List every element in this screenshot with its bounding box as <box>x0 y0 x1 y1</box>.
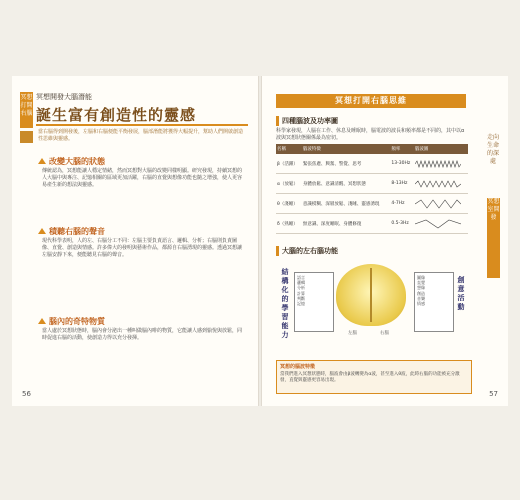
side-tab: 冥想室開發 <box>487 198 500 278</box>
right-brain-caption: 右腦 <box>380 331 389 336</box>
wave-name: θ（淺睡） <box>276 194 302 214</box>
title-divider <box>36 124 248 126</box>
table-row <box>276 194 468 214</box>
table-header: 頻率 <box>390 144 413 154</box>
brain-left-label: 結構化的學習能力 <box>281 268 289 339</box>
side-text-top: 走向生命的深處 <box>487 134 500 165</box>
wave-feature: 意識模糊、深層放鬆、淺睡、靈感湧現 <box>302 194 391 214</box>
wave-graphic <box>414 154 468 174</box>
triangle-icon <box>38 228 46 234</box>
right-banner: 冥想打開右腦思維 <box>276 94 466 108</box>
right-brain-functions: 圖像 直覺 想像 創造 音樂 情感 <box>414 272 454 332</box>
wave-frequency: 4-7Hz <box>390 194 413 214</box>
note-box <box>276 360 472 394</box>
intro-text: 當右腦得到開發後，左腦和右腦便能平衡發展，腦部潛能將獲得大幅提升，幫助人們開啟創造性思維與靈感。 <box>38 129 244 142</box>
table-row <box>276 174 468 194</box>
book-label: 冥想開發大腦潛能 <box>36 93 92 101</box>
wave-feature: 無意識、深度睡眠、身體修復 <box>302 214 391 234</box>
wave-feature: 身體放鬆、意識清醒、冥想狀態 <box>302 174 391 194</box>
table-header: 名稱 <box>276 144 302 154</box>
section-text-2: 現代科學表明，人的左、右腦分工不同：左腦主要負責語言、邏輯、分析；右腦則負責圖像、直覺、創造與情感。許多偉大的發明與藝術作品，都源自右腦湧現的靈感。透過冥想讓左腦安靜下來，便能聽見右腦的聲音。 <box>42 238 243 259</box>
wave-graphic <box>414 214 468 234</box>
page-number-left: 56 <box>22 390 31 398</box>
chapter-tab: 冥想打開右腦 <box>20 92 33 128</box>
brain-diagram-heading: 大腦的左右腦功能 <box>276 246 338 256</box>
section-heading-2: 積聽右腦的聲音 <box>38 226 105 237</box>
wave-name: α（放鬆） <box>276 174 302 194</box>
wave-frequency: 13-30Hz <box>390 154 413 174</box>
chapter-tab-marker <box>20 131 33 143</box>
table-header: 腦波特徵 <box>302 144 391 154</box>
left-brain-functions: 語言 邏輯 分析 計算 判斷 記憶 <box>294 272 334 332</box>
page-number-right: 57 <box>489 390 498 398</box>
table-row <box>276 214 468 234</box>
table-header-row <box>276 144 468 154</box>
wave-table-heading: 四種腦波及功率圖 <box>276 116 338 126</box>
section-text-3: 當人處於冥想狀態時，腦內會分泌出一種叫做腦內啡的物質，它能讓人感到愉悅與放鬆，同時促進右腦的活動，使創造力得以充分發揮。 <box>42 328 243 342</box>
note-text: 當我們進入冥想狀態時，腦波會由β波轉變為α波，甚至進入θ波，此時右腦的功能被充分激發，直覺與靈感更容易出現。 <box>280 372 460 383</box>
note-title: 冥想的腦波特徵 <box>280 364 316 370</box>
wave-frequency: 8-13Hz <box>390 174 413 194</box>
wave-graphic <box>414 174 468 194</box>
table-row <box>276 154 468 174</box>
page-title: 誕生富有創造性的靈感 <box>36 106 197 124</box>
wave-graphic <box>414 194 468 214</box>
wave-frequency: 0.5-3Hz <box>390 214 413 234</box>
wave-description: 科學家發現，人腦在工作、休息及睡眠時，腦電波的波長和頻率都是不同的，其中以α波與冥想狀態關係最為密切。 <box>276 128 465 141</box>
section-heading-1: 改變大腦的狀態 <box>38 156 105 167</box>
section-text-1: 傳統認為，冥想能讓人穩定情緒，然而冥想對大腦的改變同樣明顯。研究發現，持續冥想的人大腦中與專注、記憶相關的區域更加活躍，右腦的直覺與想像功能也隨之增強，使人更容易產生新的想法與靈感。 <box>42 168 243 189</box>
left-brain-caption: 左腦 <box>348 331 357 336</box>
section-heading-3: 腦內的奇特物質 <box>38 316 105 327</box>
left-page <box>12 76 258 406</box>
wave-name: β（活躍） <box>276 154 302 174</box>
table-header: 腦波圖 <box>414 144 468 154</box>
brain-right-label: 創意活動 <box>457 276 465 311</box>
wave-feature: 緊張焦慮、興奮、警覺、思考 <box>302 154 391 174</box>
brain-illustration <box>336 264 406 326</box>
triangle-icon <box>38 158 46 164</box>
brainwave-table <box>276 144 468 234</box>
right-page <box>262 76 508 406</box>
wave-name: δ（熟睡） <box>276 214 302 234</box>
triangle-icon <box>38 318 46 324</box>
